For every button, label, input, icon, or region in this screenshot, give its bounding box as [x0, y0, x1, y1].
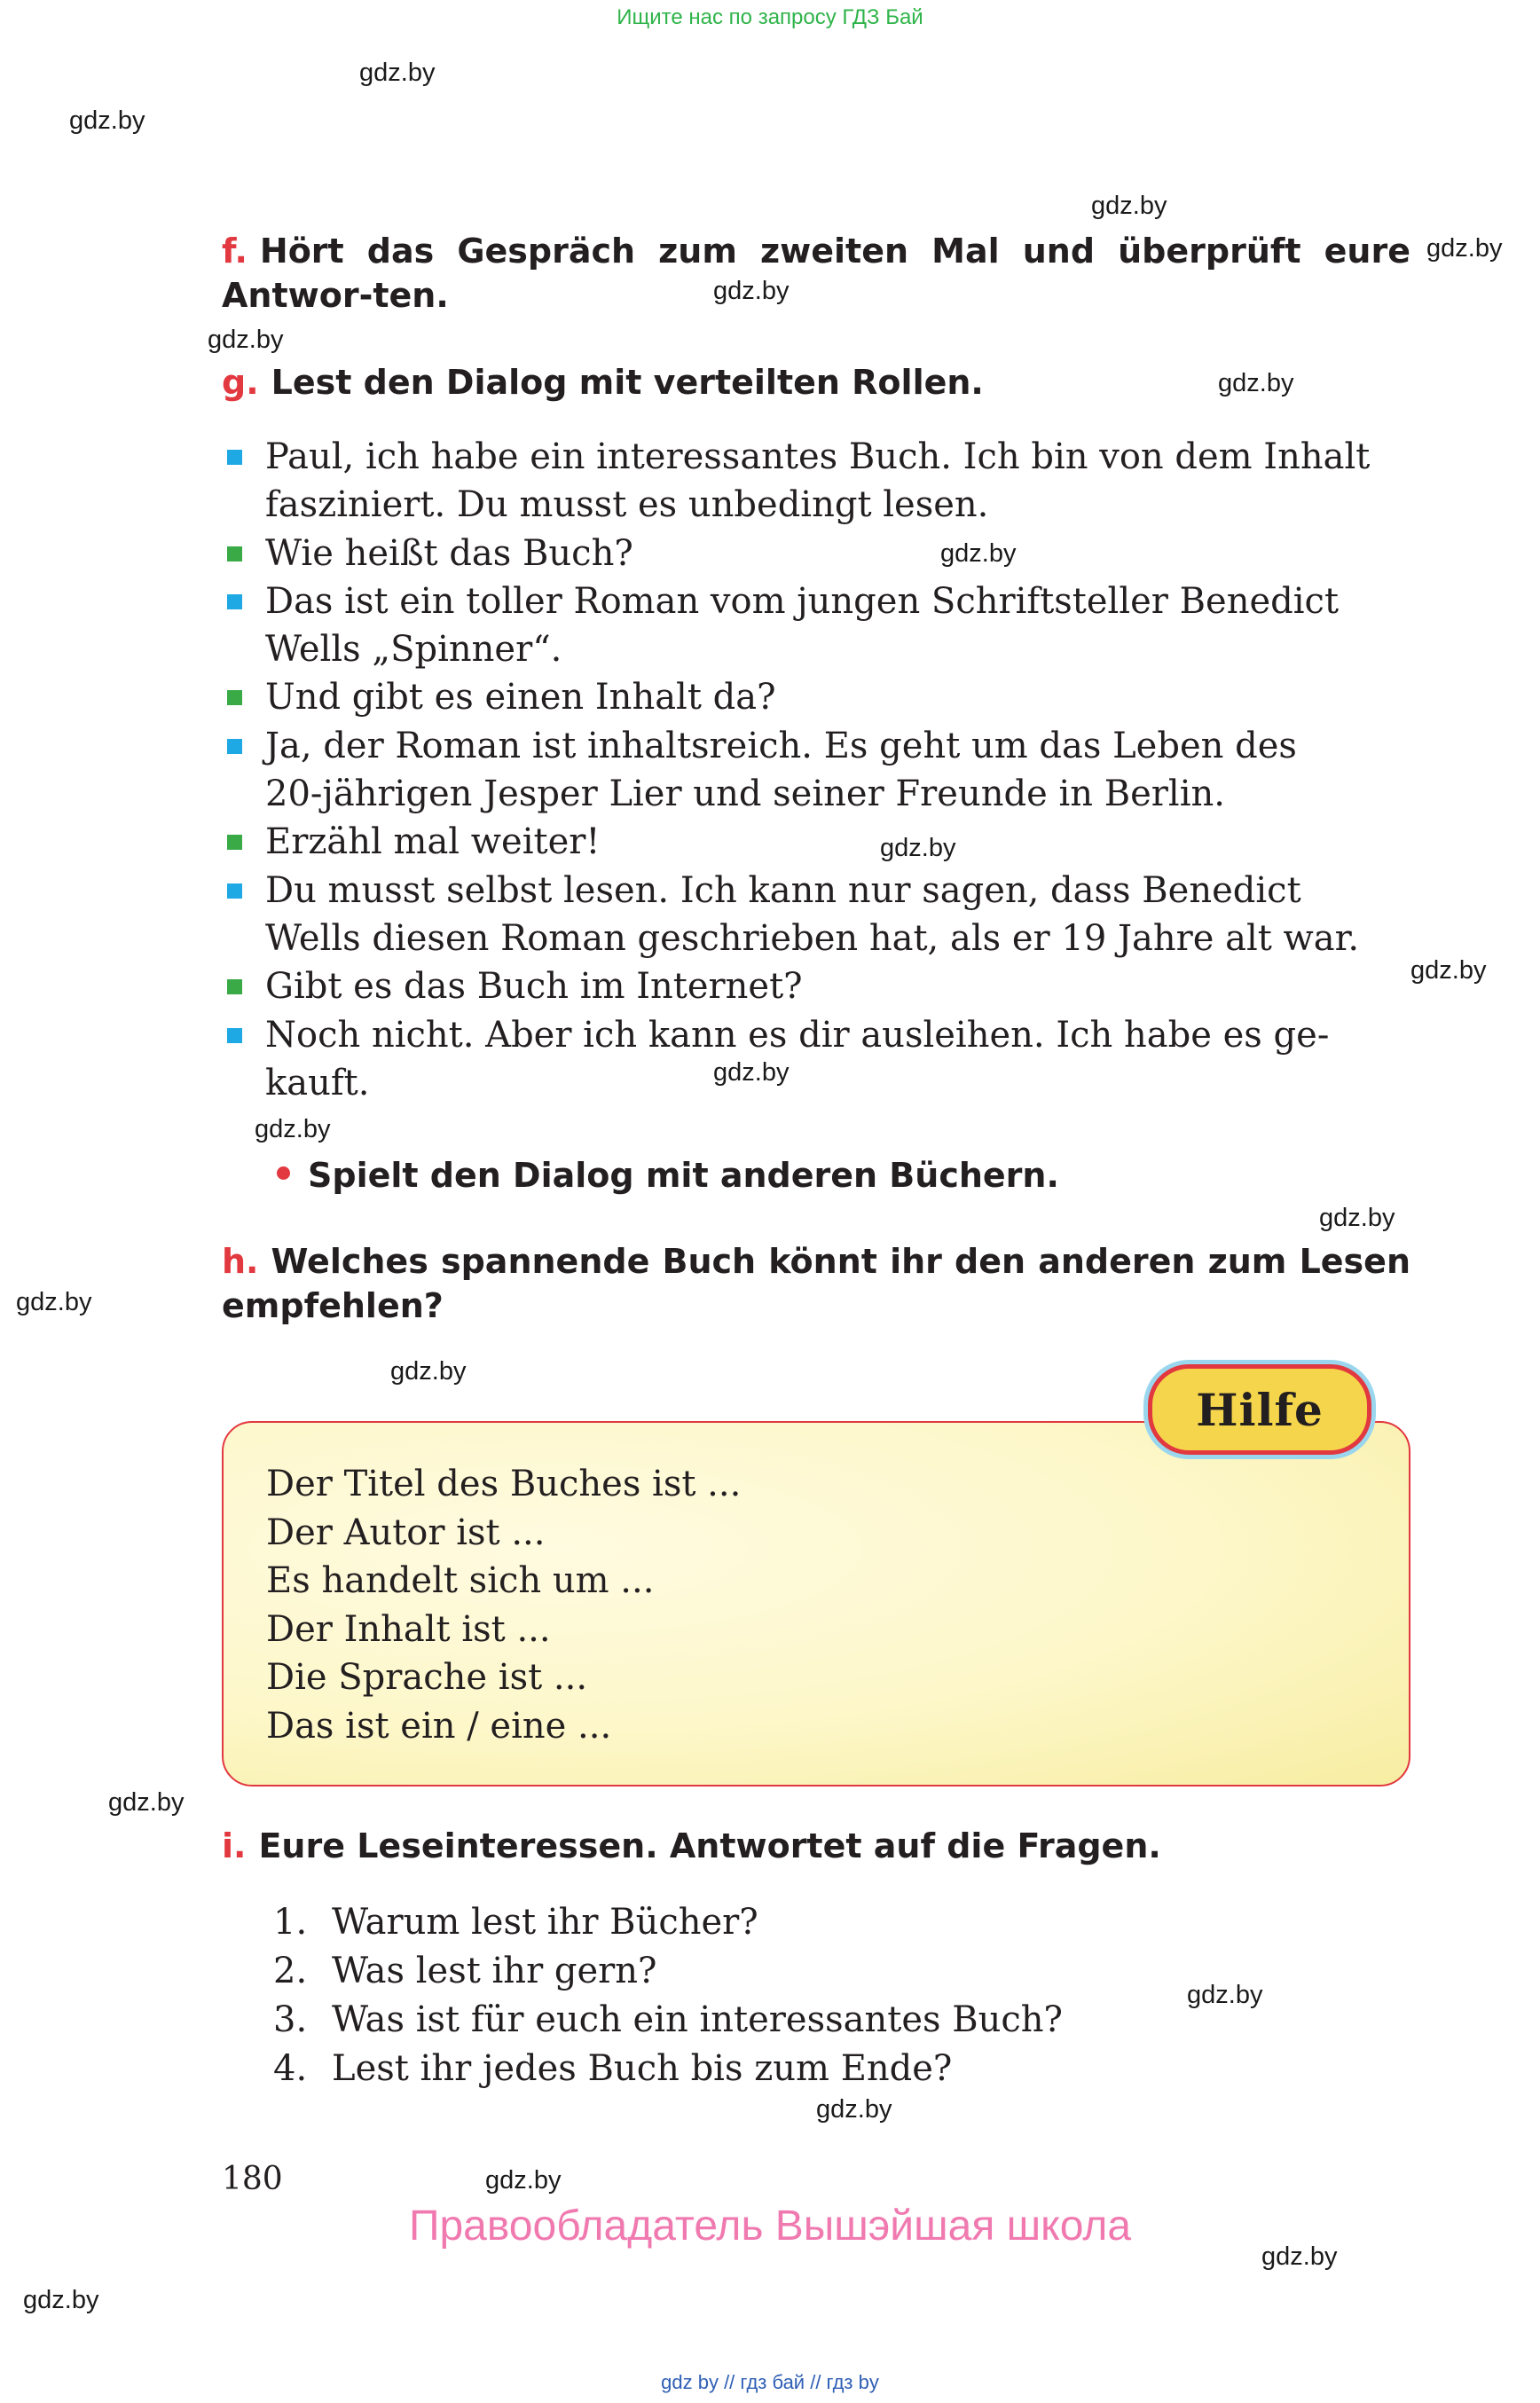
dialog-line — [222, 530, 1410, 577]
question-item — [273, 1947, 1063, 1996]
speaker-blue-square-icon — [227, 594, 242, 609]
dialog-text: Und gibt es einen Inhalt da? — [265, 677, 776, 719]
dialog-text: Wells „Spinner“. — [265, 629, 562, 671]
speaker-blue-square-icon — [227, 450, 242, 465]
task-g-text: Lest den Dialog mit verteilten Rollen. — [271, 363, 984, 402]
dialog-line — [222, 867, 1410, 915]
watermark: gdz.by — [69, 106, 145, 135]
watermark: gdz.by — [816, 2095, 892, 2124]
hilfe-phrase: Der Inhalt ist ... — [266, 1608, 551, 1650]
speaker-green-square-icon — [227, 690, 242, 705]
task-g-letter: g. — [222, 363, 259, 402]
dialog-text: fasziniert. Du musst es unbedingt lesen. — [265, 484, 989, 526]
task-f-text: Hört das Gespräch zum zweiten Mal und überprüft eure Antwor-ten. — [222, 232, 1410, 315]
hilfe-phrase: Das ist ein / eine ... — [266, 1705, 612, 1747]
task-h-text: Welches spannende Buch könnt ihr den anderen zum Lesen empfehlen? — [222, 1242, 1410, 1325]
question-list — [273, 1898, 1063, 2093]
question-item — [273, 1996, 1063, 2045]
watermark: gdz.by — [485, 2166, 562, 2195]
question-item — [273, 1898, 1063, 1947]
dialog-line — [222, 722, 1410, 770]
task-h-letter: h. — [222, 1242, 259, 1281]
task-g-subtask — [277, 1153, 1059, 1198]
dialog-text: Gibt es das Buch im Internet? — [265, 966, 803, 1008]
dialog-text: Noch nicht. Aber ich kann es dir ausleihen. Ich habe es ge- — [265, 1014, 1330, 1056]
question-text: Was ist für euch ein interessantes Buch? — [332, 1999, 1064, 2040]
watermark: gdz.by — [940, 539, 1017, 568]
watermark: gdz.by — [16, 1288, 92, 1316]
footer-links: gdz by // гдз бай // гдз by — [661, 2371, 879, 2393]
task-g-heading — [222, 360, 1410, 404]
watermark: gdz.by — [713, 277, 790, 305]
question-number: 3. — [273, 1999, 308, 2040]
dialog-line — [222, 577, 1410, 625]
task-h-heading — [222, 1239, 1410, 1328]
dialog-line — [222, 673, 1410, 721]
dialog-line — [222, 818, 1410, 866]
dialog-text: 20-jährigen Jesper Lier und seiner Freunde in Berlin. — [265, 774, 1225, 815]
dialog-line — [222, 962, 1410, 1010]
watermark: gdz.by — [1426, 234, 1503, 263]
dialog — [222, 433, 1410, 1107]
dialog-text: Wie heißt das Buch? — [265, 532, 633, 574]
speaker-blue-square-icon — [227, 1028, 242, 1043]
speaker-green-square-icon — [227, 546, 242, 561]
watermark: gdz.by — [1410, 956, 1487, 985]
dialog-line — [222, 915, 1410, 962]
task-i-text: Eure Leseinteressen. Antwortet auf die Fragen. — [258, 1826, 1161, 1865]
dialog-text: kauft. — [265, 1062, 370, 1103]
dialog-line — [222, 770, 1410, 818]
task-f-heading — [222, 229, 1410, 318]
question-number: 2. — [273, 1951, 308, 1991]
dialog-line — [222, 481, 1410, 529]
dialog-line — [222, 625, 1410, 673]
watermark: gdz.by — [713, 1058, 790, 1087]
speaker-blue-square-icon — [227, 883, 242, 899]
watermark: gdz.by — [1091, 192, 1167, 220]
hilfe-phrase: Die Sprache ist ... — [266, 1657, 588, 1699]
hilfe-badge: Hilfe — [1148, 1364, 1371, 1455]
watermark: gdz.by — [108, 1788, 185, 1817]
watermark: gdz.by — [1319, 1204, 1395, 1232]
copyright-notice: Правообладатель Вышэйшая школа — [408, 2203, 1132, 2250]
dialog-text: Das ist ein toller Roman vom jungen Schriftsteller Benedict — [265, 580, 1340, 622]
task-i-heading — [222, 1824, 1410, 1868]
task-f-letter: f. — [222, 232, 248, 271]
page-number: 180 — [222, 2161, 283, 2197]
dialog-text: Erzähl mal weiter! — [265, 821, 601, 863]
dialog-line — [222, 433, 1410, 481]
question-number: 1. — [273, 1902, 308, 1943]
question-text: Was lest ihr gern? — [332, 1951, 657, 1991]
watermark: gdz.by — [255, 1115, 331, 1143]
red-bullet-icon — [277, 1166, 290, 1180]
question-number: 4. — [273, 2048, 308, 2089]
hilfe-phrase: Es handelt sich um ... — [266, 1560, 655, 1602]
dialog-line — [222, 1011, 1410, 1059]
watermark: gdz.by — [1187, 1981, 1263, 2009]
question-text: Warum lest ihr Bücher? — [332, 1902, 758, 1943]
watermark: gdz.by — [208, 326, 284, 354]
hilfe-phrase: Der Autor ist ... — [266, 1512, 546, 1553]
speaker-green-square-icon — [227, 979, 242, 994]
task-i-letter: i. — [222, 1826, 247, 1865]
watermark: gdz.by — [1218, 369, 1294, 397]
top-search-banner: Ищите нас по запросу ГДЗ Бай — [617, 5, 923, 29]
hilfe-phrases — [266, 1460, 741, 1751]
watermark: gdz.by — [359, 59, 436, 87]
hilfe-phrase: Der Titel des Buches ist ... — [266, 1464, 742, 1504]
task-g-subtask-text: Spielt den Dialog mit anderen Büchern. — [308, 1156, 1059, 1195]
dialog-line — [222, 1059, 1410, 1107]
dialog-text: Wells diesen Roman geschrieben hat, als er 19 Jahre alt war. — [265, 917, 1360, 959]
dialog-text: Ja, der Roman ist inhaltsreich. Es geht um das Leben des — [265, 725, 1297, 766]
watermark: gdz.by — [390, 1357, 467, 1386]
speaker-green-square-icon — [227, 835, 242, 850]
dialog-text: Paul, ich habe ein interessantes Buch. Ich bin von dem Inhalt — [265, 436, 1371, 477]
question-item — [273, 2045, 1063, 2093]
dialog-text: Du musst selbst lesen. Ich kann nur sagen, dass Benedict — [265, 869, 1301, 911]
watermark: gdz.by — [1261, 2242, 1338, 2271]
question-text: Lest ihr jedes Buch bis zum Ende? — [332, 2048, 953, 2089]
watermark: gdz.by — [880, 834, 956, 862]
watermark: gdz.by — [23, 2286, 99, 2314]
speaker-blue-square-icon — [227, 739, 242, 754]
